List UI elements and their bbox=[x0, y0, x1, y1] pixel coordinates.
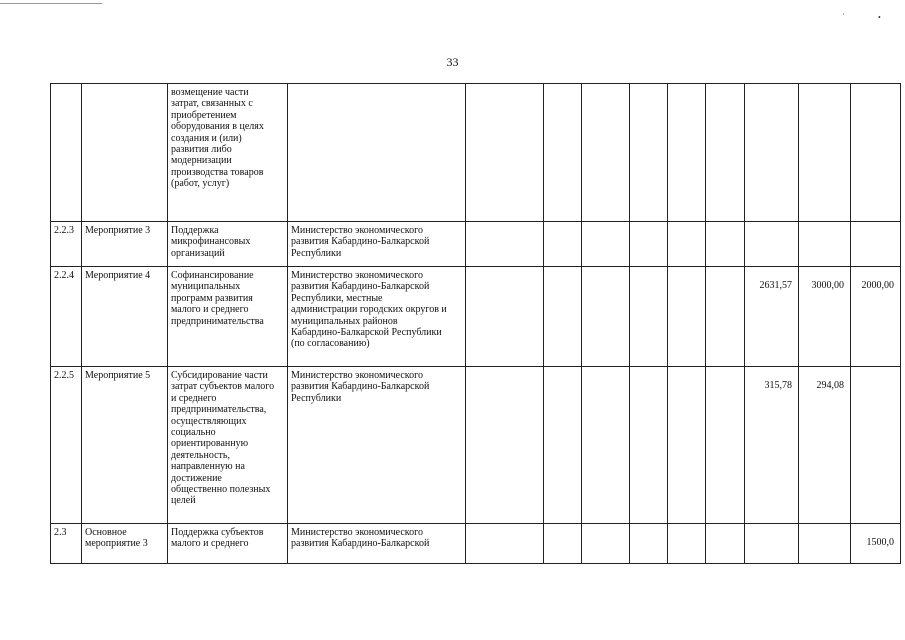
empty-cell bbox=[630, 524, 668, 564]
row-item: Мероприятие 5 bbox=[82, 367, 168, 524]
row-value-3 bbox=[851, 84, 901, 222]
page-number: 33 bbox=[446, 55, 459, 69]
row-value-3: 1500,0 bbox=[851, 524, 901, 564]
empty-cell bbox=[544, 84, 582, 222]
empty-cell bbox=[630, 222, 668, 267]
table-row bbox=[51, 367, 901, 524]
empty-cell bbox=[544, 267, 582, 367]
corner-mark-right: • bbox=[878, 13, 881, 22]
empty-cell bbox=[706, 524, 745, 564]
empty-cell bbox=[668, 222, 706, 267]
row-value-2 bbox=[799, 84, 851, 222]
empty-cell bbox=[706, 267, 745, 367]
empty-cell bbox=[466, 524, 544, 564]
empty-cell bbox=[706, 84, 745, 222]
empty-cell bbox=[668, 367, 706, 524]
table-row bbox=[51, 524, 901, 564]
table-row bbox=[51, 84, 901, 222]
row-code: 2.2.5 bbox=[51, 367, 82, 524]
empty-cell bbox=[466, 267, 544, 367]
row-name: Поддержка субъектов малого и среднего bbox=[168, 524, 288, 564]
row-executor: Министерство экономического развития Кабардино-Балкарской Республики, местные администрации городских округов и муниципальных районов Кабардино-Балкарской Республики (по согласованию) bbox=[288, 267, 466, 367]
row-executor: Министерство экономического развития Кабардино-Балкарской bbox=[288, 524, 466, 564]
empty-cell bbox=[544, 524, 582, 564]
row-value-2 bbox=[799, 524, 851, 564]
row-value-3 bbox=[851, 222, 901, 267]
empty-cell bbox=[466, 84, 544, 222]
empty-cell bbox=[466, 222, 544, 267]
program-measures-table bbox=[50, 83, 901, 564]
row-executor bbox=[288, 84, 466, 222]
empty-cell bbox=[668, 524, 706, 564]
row-value-3: 2000,00 bbox=[851, 267, 901, 367]
row-code: 2.2.3 bbox=[51, 222, 82, 267]
empty-cell bbox=[630, 367, 668, 524]
empty-cell bbox=[706, 222, 745, 267]
empty-cell bbox=[544, 222, 582, 267]
empty-cell bbox=[466, 367, 544, 524]
row-value-1 bbox=[745, 84, 799, 222]
row-code bbox=[51, 84, 82, 222]
row-value-1 bbox=[745, 222, 799, 267]
row-value-3 bbox=[851, 367, 901, 524]
row-value-1 bbox=[745, 524, 799, 564]
empty-cell bbox=[582, 267, 630, 367]
row-code: 2.2.4 bbox=[51, 267, 82, 367]
row-code: 2.3 bbox=[51, 524, 82, 564]
row-value-1: 315,78 bbox=[745, 367, 799, 524]
row-value-2: 294,08 bbox=[799, 367, 851, 524]
empty-cell bbox=[630, 84, 668, 222]
empty-cell bbox=[630, 267, 668, 367]
empty-cell bbox=[582, 222, 630, 267]
empty-cell bbox=[544, 367, 582, 524]
scan-artifact-line bbox=[0, 3, 102, 4]
row-item bbox=[82, 84, 168, 222]
row-name: Софинансирование муниципальных программ развития малого и среднего предпринимательства bbox=[168, 267, 288, 367]
empty-cell bbox=[668, 267, 706, 367]
empty-cell bbox=[582, 367, 630, 524]
row-item: Мероприятие 3 bbox=[82, 222, 168, 267]
row-item: Мероприятие 4 bbox=[82, 267, 168, 367]
table-row bbox=[51, 267, 901, 367]
row-value-2 bbox=[799, 222, 851, 267]
row-name: возмещение части затрат, связанных с приобретением оборудования в целях создания и (или) развития либо модернизации производства товаров (работ, услуг) bbox=[168, 84, 288, 222]
row-executor: Министерство экономического развития Кабардино-Балкарской Республики bbox=[288, 367, 466, 524]
row-value-2: 3000,00 bbox=[799, 267, 851, 367]
empty-cell bbox=[706, 367, 745, 524]
corner-mark-left: ʾ bbox=[842, 12, 845, 22]
row-name: Субсидирование части затрат субъектов малого и среднего предпринимательства, осуществляющих социально ориентированную деятельность, направленную на достижение общественно полезных целей bbox=[168, 367, 288, 524]
empty-cell bbox=[582, 524, 630, 564]
row-name: Поддержка микрофинансовых организаций bbox=[168, 222, 288, 267]
empty-cell bbox=[582, 84, 630, 222]
empty-cell bbox=[668, 84, 706, 222]
row-executor: Министерство экономического развития Кабардино-Балкарской Республики bbox=[288, 222, 466, 267]
row-item: Основное мероприятие 3 bbox=[82, 524, 168, 564]
row-value-1: 2631,57 bbox=[745, 267, 799, 367]
table-row bbox=[51, 222, 901, 267]
